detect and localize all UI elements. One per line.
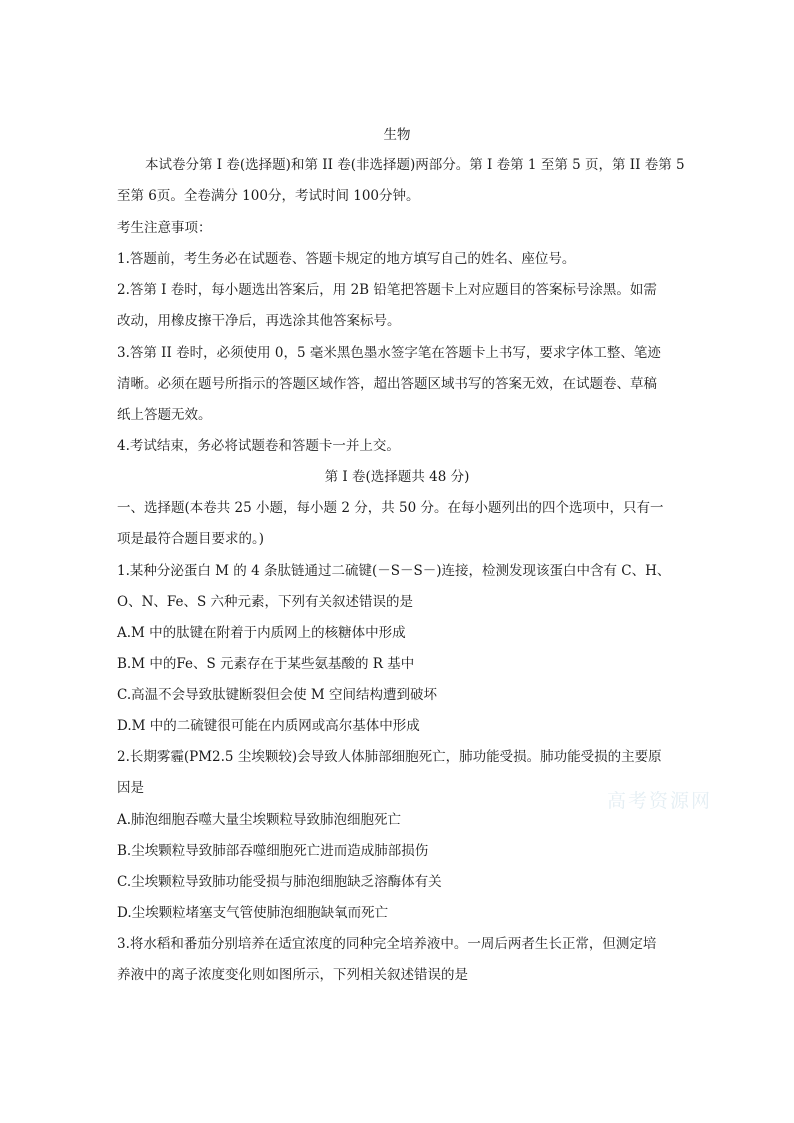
question-1-option-c: C.高温不会导致肽键断裂但会使 M 空间结构遭到破坏: [117, 687, 438, 703]
question-2-option-c: C.尘埃颗粒导致肺功能受损与肺泡细胞缺乏溶酶体有关: [117, 874, 442, 890]
question-2-option-b: B.尘埃颗粒导致肺部吞噬细胞死亡进而造成肺部损伤: [117, 843, 429, 859]
question-3-stem: 3.将水稻和番茄分别培养在适宜浓度的同种完全培养液中。一周后两者生长正常，但测定培: [117, 936, 657, 952]
notice-line: 纸上答题无效。: [117, 407, 212, 423]
question-3-stem: 养液中的离子浓度变化则如图所示，下列相关叙述错误的是: [117, 967, 468, 983]
notice-line: 2.答第 I 卷时，每小题选出答案后，用 2B 铅笔把答题卡上对应题目的答案标号涂黑。如需: [117, 282, 657, 298]
question-1-option-d: D.M 中的二硫键很可能在内质网或高尔基体中形成: [117, 718, 420, 734]
question-1-option-b: B.M 中的Fe、S 元素存在于某些氨基酸的 R 基中: [117, 656, 415, 672]
notice-line: 3.答第 II 卷时，必须使用 0，5 毫米黑色墨水签字笔在答题卡上书写，要求字体工整、笔迹: [117, 345, 661, 361]
notice-line: 4.考试结束，务必将试题卷和答题卡一并上交。: [117, 438, 400, 454]
section-title: 第 I 卷(选择题共 48 分): [324, 469, 470, 485]
question-1-stem: 1.某种分泌蛋白 M 的 4 条肽链通过二硫键(－S－S－)连接，检测发现该蛋白中含有 C、H、: [117, 563, 671, 579]
intro-line-2: 至第 6页。全卷满分 100分，考试时间 100分钟。: [117, 188, 420, 204]
section-instructions: 项是最符合题目要求的。): [117, 531, 265, 547]
question-2-stem: 2.长期雾霾(PM2.5 尘埃颗较)会导致人体肺部细胞死亡，肺功能受损。肺功能受损的主要原: [117, 749, 662, 765]
notice-heading: 考生注意事项：: [117, 220, 212, 236]
watermark: 高考资源网: [607, 790, 713, 812]
question-2-stem: 因是: [117, 780, 144, 796]
question-1-option-a: A.M 中的肽键在附着于内质网上的核糖体中形成: [117, 625, 406, 641]
intro-line-1: 本试卷分第 I 卷(选择题)和第 II 卷(非选择题)两部分。第 I 卷第 1 至第 5 页，第 II 卷第 5: [145, 157, 685, 173]
page-title: 生物: [383, 127, 411, 143]
notice-line: 改动，用橡皮擦干净后，再选涂其他答案标号。: [117, 313, 401, 329]
question-1-stem: O、N、Fe、S 六种元素，下列有关叙述错误的是: [117, 594, 414, 610]
question-2-option-a: A.肺泡细胞吞噬大量尘埃颗粒导致肺泡细胞死亡: [117, 812, 402, 828]
question-2-option-d: D.尘埃颗粒堵塞支气管使肺泡细胞缺氧而死亡: [117, 905, 389, 921]
notice-line: 清晰。必须在题号所指示的答题区域作答，超出答题区域书写的答案无效，在试题卷、草稿: [117, 376, 657, 392]
section-instructions: 一、选择题(本卷共 25 小题，每小题 2 分，共 50 分。在每小题列出的四个选项中，只有一: [117, 500, 664, 516]
notice-line: 1.答题前，考生务必在试题卷、答题卡规定的地方填写自己的姓名、座位号。: [117, 251, 576, 267]
